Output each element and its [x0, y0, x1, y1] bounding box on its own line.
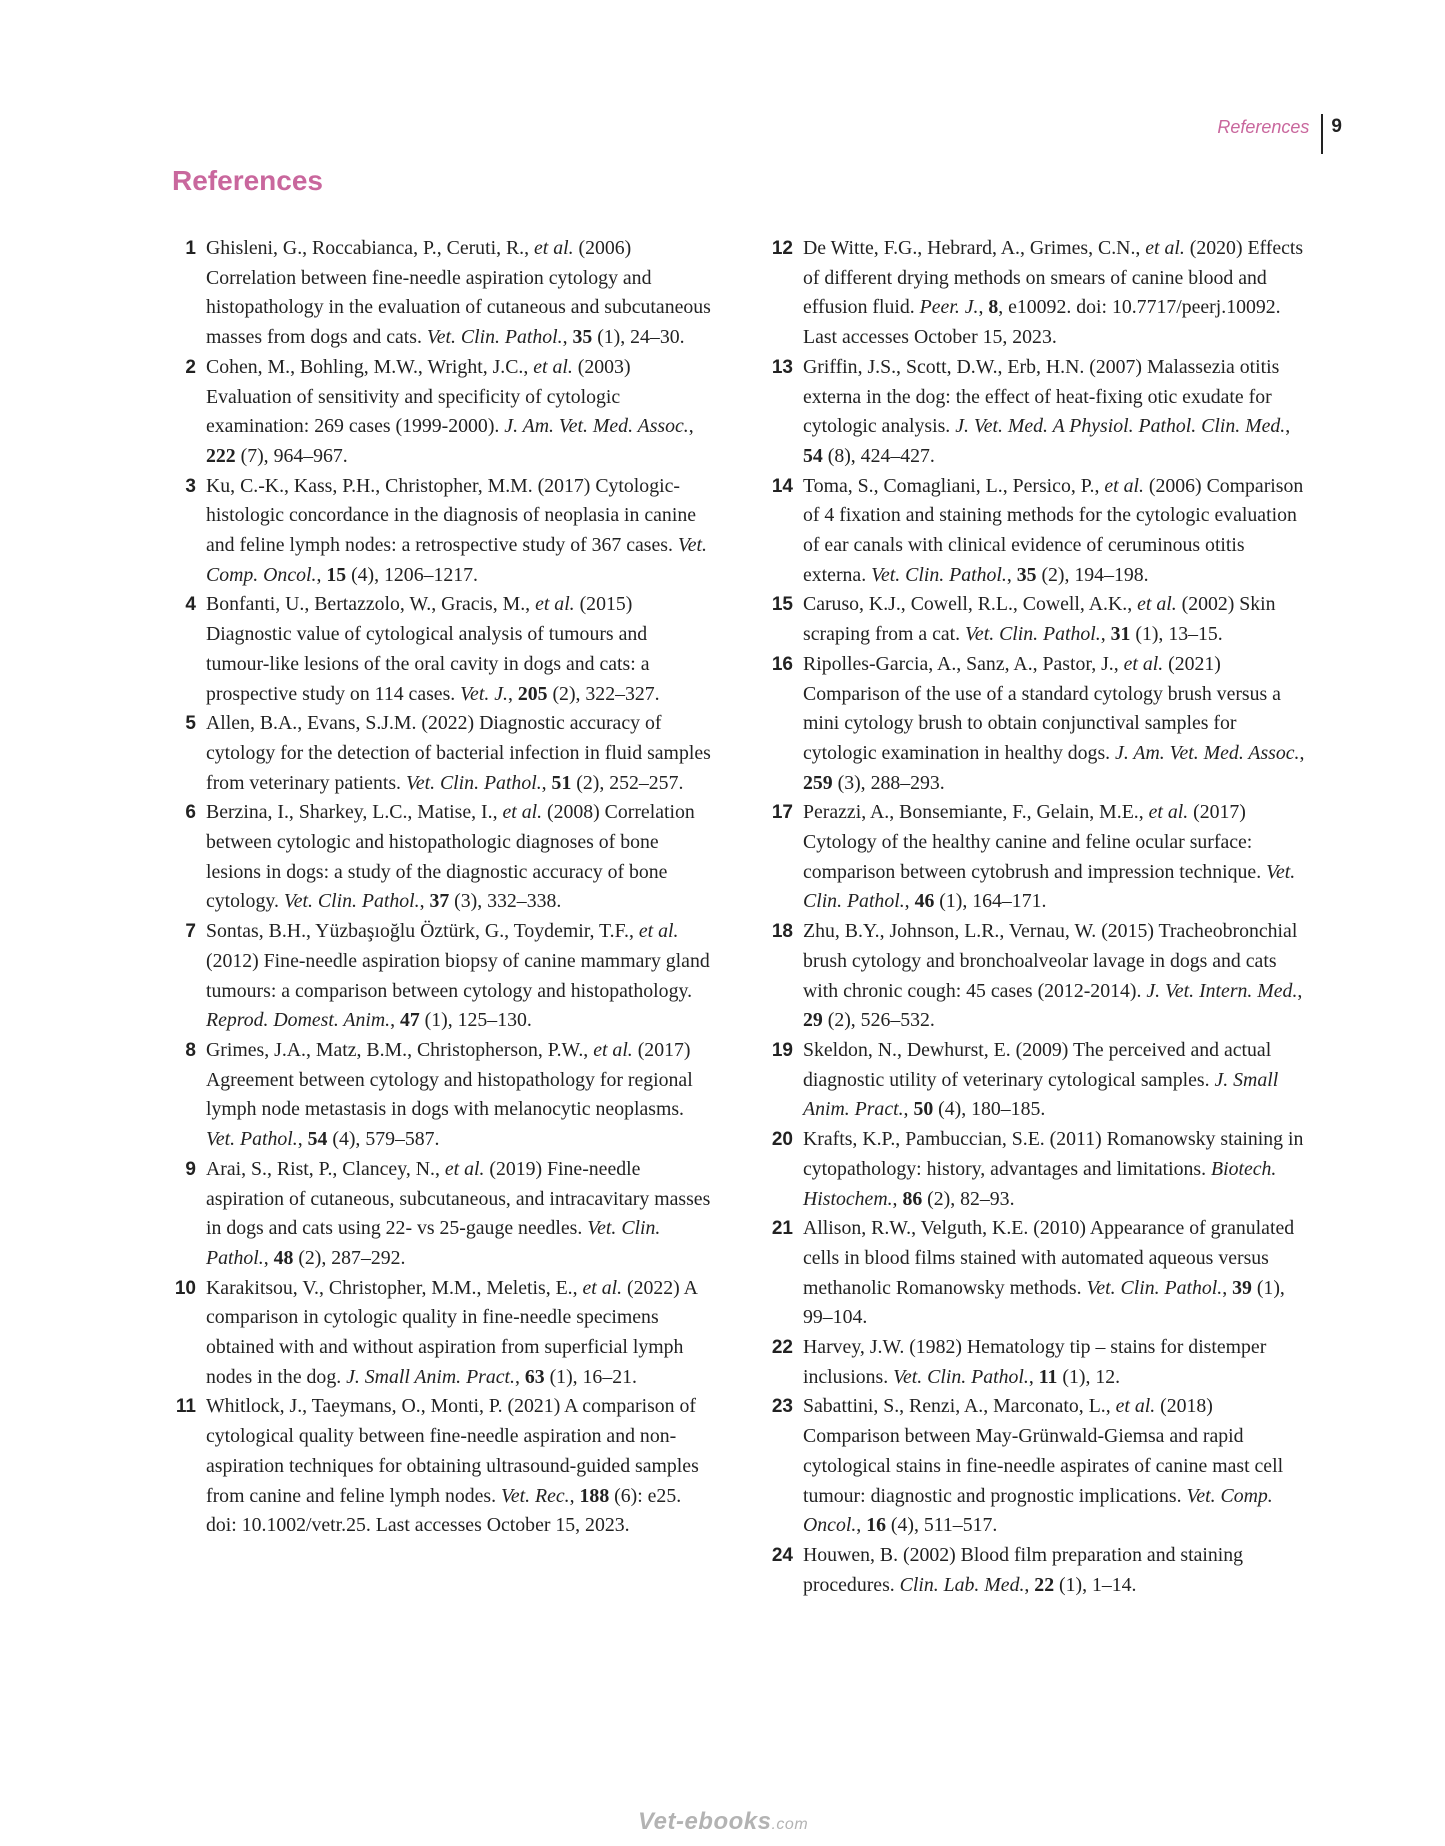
reference-segment: ,	[297, 1128, 308, 1151]
reference-segment: (2018) Comparison between May-Grünwald-Giemsa and rapid cytological stains in fine-needle aspirates of canine mast cell tumour: diagnostic and prognostic implications.	[803, 1395, 1284, 1507]
reference-italic-segment: et al.	[1104, 474, 1144, 497]
reference-item	[168, 590, 713, 709]
reference-text	[803, 1544, 1243, 1596]
reference-item	[168, 1155, 713, 1274]
reference-segment: ,	[1299, 741, 1305, 764]
reference-text	[803, 1217, 1294, 1328]
reference-segment: (2022) A comparison in cytologic quality in fine-needle specimens obtained with and without aspiration from superficial lymph nodes in the dog.	[206, 1276, 697, 1388]
reference-item	[765, 472, 1310, 591]
reference-volume: 46	[914, 890, 935, 913]
reference-text	[803, 593, 1276, 645]
reference-item	[168, 472, 713, 591]
reference-volume: 50	[913, 1098, 934, 1121]
reference-text	[206, 475, 707, 586]
reference-segment: Ripolles-Garcia, A., Sanz, A., Pastor, J.,	[803, 652, 1124, 675]
reference-italic-segment: Vet. Clin. Pathol.	[283, 890, 420, 913]
reference-italic-segment: et al.	[1115, 1395, 1156, 1418]
references-right-column	[765, 234, 1310, 1600]
reference-volume: 63	[524, 1365, 545, 1388]
reference-italic-segment: et al.	[582, 1276, 623, 1299]
reference-segment: Caruso, K.J., Cowell, R.L., Cowell, A.K.,	[803, 593, 1138, 616]
reference-item	[765, 1541, 1310, 1600]
reference-number: 22	[771, 1337, 793, 1359]
reference-volume: 16	[866, 1514, 886, 1537]
reference-text	[803, 801, 1295, 912]
reference-segment: Berzina, I., Sharkey, L.C., Matise, I.,	[206, 801, 503, 824]
reference-text	[206, 237, 711, 348]
reference-volume: 11	[1038, 1365, 1058, 1388]
reference-italic-segment: Vet. Clin. Pathol.	[893, 1365, 1029, 1388]
reference-segment: (1), 1–14.	[1054, 1573, 1137, 1596]
reference-italic-segment: Vet. Clin. Pathol.	[1086, 1276, 1223, 1299]
reference-italic-segment: et al.	[1145, 237, 1185, 259]
reference-segment: (1), 164–171.	[934, 890, 1047, 913]
reference-number: 17	[771, 802, 793, 824]
reference-segment: (2), 322–327.	[547, 682, 660, 705]
reference-segment: Bonfanti, U., Bertazzolo, W., Gracis, M.,	[206, 593, 536, 616]
reference-item	[765, 234, 1310, 353]
reference-segment: ,	[541, 771, 552, 794]
running-head-title: References	[1217, 117, 1310, 137]
reference-volume: 15	[326, 563, 347, 586]
reference-item	[765, 798, 1310, 917]
reference-item	[765, 1333, 1310, 1392]
reference-segment: Harvey, J.W. (1982) Hematology tip – stains for distemper inclusions.	[803, 1336, 1267, 1388]
reference-segment: (1), 12.	[1057, 1365, 1121, 1388]
reference-text	[206, 1395, 699, 1536]
reference-segment: (1), 99–104.	[803, 1276, 1285, 1329]
reference-text	[206, 593, 660, 704]
reference-italic-segment: Reprod. Domest. Anim.	[206, 1009, 391, 1032]
reference-italic-segment: Biotech. Histochem.	[803, 1157, 1277, 1210]
reference-segment: ,	[978, 296, 989, 319]
reference-volume: 86	[902, 1187, 923, 1210]
reference-number: 3	[185, 475, 196, 497]
reference-segment: ,	[1297, 979, 1303, 1002]
reference-segment: De Witte, F.G., Hebrard, A., Grimes, C.N.,	[803, 237, 1146, 259]
reference-number: 6	[185, 802, 196, 824]
reference-item	[168, 798, 713, 917]
reference-italic-segment: Vet. Pathol.	[206, 1128, 298, 1151]
reference-text	[803, 237, 1303, 348]
reference-volume: 222	[206, 444, 236, 467]
reference-italic-segment: Vet. Rec.	[500, 1484, 570, 1507]
reference-segment: Grimes, J.A., Matz, B.M., Christopherson, P.W.,	[206, 1038, 594, 1061]
reference-italic-segment: Vet. Clin. Pathol.	[871, 563, 1007, 586]
reference-segment: (4), 511–517.	[885, 1514, 998, 1537]
reference-text	[206, 801, 695, 912]
reference-segment: Ku, C.-K., Kass, P.H., Christopher, M.M. (2017) Cytologic-histologic concordance in the diagnosis of neoplasia in canine and feline lymph nodes: a retrospective study of 367 cases.	[206, 474, 696, 557]
reference-segment: ,	[1100, 623, 1111, 646]
reference-segment: Arai, S., Rist, P., Clancey, N.,	[206, 1157, 445, 1180]
references-left-column	[168, 234, 713, 1541]
reference-italic-segment: et al.	[1137, 593, 1177, 616]
reference-item	[168, 1036, 713, 1155]
reference-segment: ,	[1285, 415, 1291, 438]
reference-item	[765, 1036, 1310, 1125]
reference-number: 15	[771, 594, 793, 616]
reference-segment: (2008) Correlation between cytologic and histopathologic diagnoses of bone lesions in dogs: a study of the diagnostic accuracy of bone cytology.	[206, 801, 695, 913]
reference-segment: (3), 288–293.	[832, 771, 945, 794]
reference-segment: ,	[1024, 1573, 1035, 1596]
reference-text	[803, 1128, 1303, 1209]
reference-segment: (2006) Correlation between fine-needle aspiration cytology and histopathology in the evaluation of cutaneous and subcutaneous masses from dogs and cats.	[206, 237, 711, 349]
reference-segment: Houwen, B. (2002) Blood film preparation and staining procedures.	[803, 1543, 1244, 1596]
reference-segment: ,	[688, 415, 694, 438]
reference-italic-segment: et al.	[533, 355, 573, 378]
reference-segment: Skeldon, N., Dewhurst, E. (2009) The perceived and actual diagnostic utility of veterinary cytological samples.	[803, 1038, 1272, 1091]
reference-segment: ,	[316, 563, 327, 586]
reference-segment: ,	[892, 1187, 903, 1210]
reference-italic-segment: et al.	[1148, 801, 1189, 824]
reference-segment: ,	[419, 890, 430, 913]
reference-volume: 259	[803, 771, 833, 794]
reference-segment: (2), 194–198.	[1036, 563, 1149, 586]
reference-item	[765, 1125, 1310, 1214]
reference-text	[206, 920, 710, 1031]
reference-italic-segment: et al.	[444, 1157, 485, 1180]
reference-text	[206, 1158, 710, 1269]
reference-italic-segment: J. Small Anim. Pract.	[803, 1068, 1279, 1121]
reference-text	[803, 1039, 1278, 1120]
watermark-text: Vet-ebooks	[638, 1808, 772, 1835]
reference-italic-segment: J. Am. Vet. Med. Assoc.	[504, 415, 689, 438]
reference-volume: 31	[1110, 623, 1131, 646]
reference-italic-segment: Vet. Clin. Pathol.	[426, 326, 563, 349]
reference-number: 23	[771, 1396, 793, 1418]
reference-volume: 188	[579, 1484, 610, 1507]
reference-volume: 54	[803, 444, 823, 467]
reference-segment: ,	[263, 1246, 274, 1269]
reference-text	[206, 356, 694, 467]
reference-segment: ,	[903, 1098, 914, 1121]
reference-item	[168, 353, 713, 472]
reference-segment: ,	[1006, 563, 1017, 586]
reference-segment: (2), 526–532.	[822, 1009, 935, 1032]
reference-number: 14	[771, 475, 793, 497]
reference-item	[168, 1392, 713, 1541]
reference-segment: Allen, B.A., Evans, S.J.M. (2022) Diagnostic accuracy of cytology for the detection of bacterial infection in fluid samples from veterinary patients.	[206, 712, 711, 794]
reference-volume: 54	[307, 1128, 328, 1151]
reference-number: 9	[185, 1158, 196, 1180]
reference-number: 21	[771, 1218, 793, 1240]
reference-segment: (2017) Cytology of the healthy canine and feline ocular surface: comparison between cytobrush and impression technique.	[803, 801, 1267, 883]
reference-item	[765, 353, 1310, 472]
reference-segment: ,	[507, 682, 518, 705]
reference-segment: (2003) Evaluation of sensitivity and specificity of cytologic examination: 269 cases (1999-2000).	[206, 355, 631, 438]
reference-segment: ,	[1222, 1276, 1233, 1299]
reference-number: 7	[185, 921, 196, 943]
reference-item	[765, 650, 1310, 799]
reference-number: 12	[771, 238, 793, 259]
reference-volume: 37	[429, 890, 450, 913]
reference-volume: 8	[988, 296, 999, 319]
reference-number: 5	[185, 713, 196, 735]
reference-segment: Sontas, B.H., Yüzbaşıoğlu Öztürk, G., Toydemir, T.F.,	[206, 920, 639, 943]
reference-segment: (2017) Agreement between cytology and histopathology for regional lymph node metastasis in dogs with melanocytic neoplasms.	[206, 1038, 693, 1121]
reference-italic-segment: et al.	[593, 1038, 633, 1061]
reference-item	[765, 1214, 1310, 1333]
reference-segment: (3), 332–338.	[449, 890, 562, 913]
reference-segment: (2), 82–93.	[922, 1187, 1015, 1210]
reference-segment: (2), 252–257.	[571, 771, 684, 794]
reference-segment: ,	[1028, 1365, 1039, 1388]
reference-italic-segment: Vet. Clin. Pathol.	[803, 860, 1296, 913]
reference-number: 2	[185, 356, 196, 378]
reference-volume: 35	[1016, 563, 1037, 586]
reference-segment: ,	[856, 1514, 867, 1537]
reference-number: 19	[771, 1039, 793, 1061]
reference-italic-segment: et al.	[533, 237, 574, 259]
reference-segment: Toma, S., Comagliani, L., Persico, P.,	[803, 474, 1105, 497]
reference-italic-segment: J. Am. Vet. Med. Assoc.	[1115, 741, 1300, 764]
running-head	[1217, 114, 1342, 154]
running-head-divider	[1321, 114, 1323, 154]
reference-segment: (4), 579–587.	[327, 1128, 440, 1151]
reference-segment: Perazzi, A., Bonsemiante, F., Gelain, M.E.,	[803, 801, 1149, 824]
reference-volume: 22	[1034, 1573, 1055, 1596]
reference-number: 11	[175, 1396, 196, 1418]
reference-segment: (1), 16–21.	[544, 1365, 637, 1388]
reference-segment: Cohen, M., Bohling, M.W., Wright, J.C.,	[206, 355, 534, 378]
watermark-logo	[638, 1808, 808, 1836]
reference-item	[168, 917, 713, 1036]
reference-italic-segment: et al.	[535, 593, 575, 616]
reference-italic-segment: Vet. J.	[460, 682, 508, 705]
reference-volume: 47	[399, 1009, 420, 1032]
reference-segment: (1), 13–15.	[1130, 623, 1223, 646]
reference-item	[765, 917, 1310, 1036]
reference-italic-segment: Vet. Comp. Oncol.	[206, 534, 707, 586]
reference-text	[803, 1395, 1283, 1536]
reference-segment: (1), 125–130.	[419, 1009, 532, 1032]
reference-segment: Allison, R.W., Velguth, K.E. (2010) Appearance of granulated cells in blood films stained with automated aqueous versus methanolic Romanowsky methods.	[803, 1217, 1295, 1299]
reference-text	[206, 712, 711, 793]
reference-italic-segment: Vet. Clin. Pathol.	[965, 623, 1101, 646]
reference-number: 20	[771, 1129, 793, 1151]
reference-segment: , e10092. doi: 10.7717/peerj.10092. Last accesses October 15, 2023.	[803, 296, 1281, 349]
reference-volume: 39	[1232, 1276, 1252, 1299]
reference-number: 24	[771, 1544, 793, 1566]
reference-segment: ,	[514, 1365, 525, 1388]
page-number: 9	[1331, 116, 1342, 137]
reference-segment: (6): e25. doi: 10.1002/vetr.25. Last accesses October 15, 2023.	[206, 1484, 682, 1537]
reference-segment: Ghisleni, G., Roccabianca, P., Ceruti, R.,	[206, 237, 534, 259]
reference-number: 16	[771, 653, 793, 675]
section-title: References	[172, 165, 323, 196]
reference-text	[206, 1039, 693, 1150]
reference-segment: (4), 1206–1217.	[346, 563, 478, 586]
reference-number: 8	[185, 1039, 196, 1061]
reference-number: 1	[185, 238, 196, 259]
reference-segment: (4), 180–185.	[933, 1098, 1046, 1121]
reference-volume: 51	[551, 771, 572, 794]
reference-segment: ,	[569, 1484, 580, 1507]
reference-segment: (2002) Skin scraping from a cat.	[803, 593, 1276, 646]
reference-italic-segment: Clin. Lab. Med.	[899, 1573, 1025, 1596]
watermark-suffix: .com	[771, 1816, 809, 1833]
reference-segment: (2006) Comparison of 4 fixation and staining methods for the cytologic evaluation of ear canals with clinical evidence of ceruminous otitis externa.	[803, 474, 1304, 586]
reference-item	[168, 1274, 713, 1393]
reference-italic-segment: Peer. J.	[919, 296, 979, 319]
reference-italic-segment: et al.	[1123, 652, 1164, 675]
reference-segment: (2019) Fine-needle aspiration of cutaneous, subcutaneous, and intracavitary masses in dogs and cats using 22- vs 25-gauge needles.	[206, 1157, 711, 1240]
reference-segment: (8), 424–427.	[822, 444, 935, 467]
reference-segment: Krafts, K.P., Pambuccian, S.E. (2011) Romanowsky staining in cytopathology: history, advantages and limitations.	[803, 1128, 1304, 1180]
reference-number: 13	[771, 356, 793, 378]
reference-volume: 29	[803, 1009, 823, 1032]
reference-segment: (2015) Diagnostic value of cytological analysis of tumours and tumour-like lesions of the oral cavity in dogs and cats: a prospective study on 114 cases.	[206, 593, 650, 705]
reference-italic-segment: J. Small Anim. Pract.	[346, 1365, 515, 1388]
reference-volume: 35	[572, 326, 593, 349]
reference-text	[803, 653, 1304, 794]
reference-segment: (7), 964–967.	[235, 444, 348, 467]
reference-segment: ,	[562, 326, 573, 349]
reference-italic-segment: et al.	[502, 801, 543, 824]
reference-segment: Whitlock, J., Taeymans, O., Monti, P. (2021) A comparison of cytological quality between fine-needle aspiration and non-aspiration techniques for obtaining ultrasound-guided samples from canine and feline lymph nodes.	[206, 1395, 699, 1507]
reference-item	[765, 590, 1310, 649]
reference-segment: (2020) Effects of different drying methods on smears of canine blood and effusion fluid.	[803, 237, 1304, 319]
reference-item	[765, 1392, 1310, 1541]
reference-item	[168, 234, 713, 353]
reference-segment: Karakitsou, V., Christopher, M.M., Meletis, E.,	[206, 1276, 583, 1299]
reference-segment: (2012) Fine-needle aspiration biopsy of canine mammary gland tumours: a comparison between cytology and histopathology.	[206, 949, 710, 1002]
reference-segment: Zhu, B.Y., Johnson, L.R., Vernau, W. (2015) Tracheobronchial brush cytology and bronchoalveolar lavage in dogs and cats with chronic cough: 45 cases (2012-2014).	[803, 920, 1298, 1002]
reference-segment: (2021) Comparison of the use of a standard cytology brush versus a mini cytology brush to obtain conjunctival samples for cytologic examination in healthy dogs.	[803, 652, 1281, 764]
reference-item	[168, 709, 713, 798]
reference-text	[803, 356, 1290, 467]
reference-segment: (1), 24–30.	[592, 326, 685, 349]
reference-number: 18	[771, 921, 793, 943]
reference-text	[803, 1336, 1266, 1388]
reference-number: 4	[185, 594, 196, 616]
reference-italic-segment: J. Vet. Med. A Physiol. Pathol. Clin. Med.	[955, 415, 1286, 438]
reference-italic-segment: Vet. Comp. Oncol.	[803, 1484, 1273, 1537]
reference-italic-segment: Vet. Clin. Pathol.	[405, 771, 542, 794]
reference-segment: Sabattini, S., Renzi, A., Marconato, L.,	[803, 1395, 1116, 1418]
reference-text	[206, 1277, 697, 1388]
reference-volume: 48	[273, 1246, 294, 1269]
reference-volume: 205	[517, 682, 548, 705]
reference-text	[803, 920, 1302, 1031]
reference-italic-segment: et al.	[638, 920, 679, 943]
reference-italic-segment: Vet. Clin. Pathol.	[206, 1217, 661, 1269]
reference-segment: Griffin, J.S., Scott, D.W., Erb, H.N. (2007) Malassezia otitis externa in the dog: the effect of heat-fixing otic exudate for cytologic analysis.	[803, 355, 1280, 438]
reference-segment: (2), 287–292.	[293, 1246, 406, 1269]
reference-number: 10	[174, 1277, 196, 1299]
reference-segment: ,	[390, 1009, 400, 1032]
reference-italic-segment: J. Vet. Intern. Med.	[1146, 979, 1298, 1002]
reference-text	[803, 475, 1303, 586]
reference-segment: ,	[904, 890, 915, 913]
